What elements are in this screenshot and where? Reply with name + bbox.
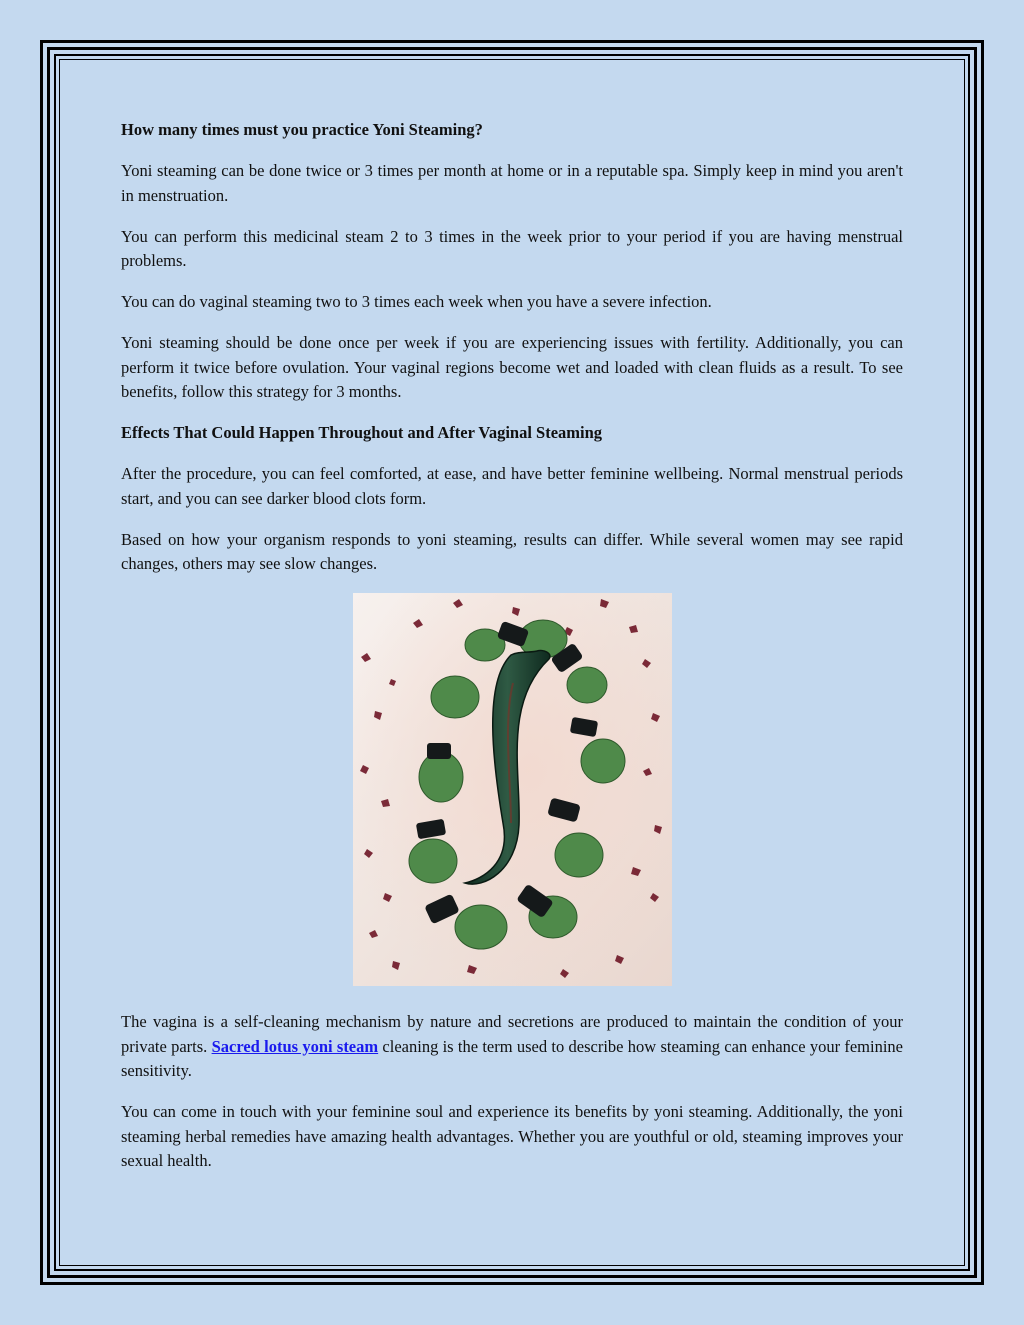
article-body [121, 118, 903, 1190]
paragraph-frequency-monthly: Yoni steaming can be done twice or 3 times per month at home or in a reputable spa. Simply keep in mind you aren't in menstruation. [121, 161, 903, 205]
paragraph-after-procedure: After the procedure, you can feel comforted, at ease, and have better feminine wellbeing. Normal menstrual periods start, and you can see darker blood clots form. [121, 464, 903, 508]
paragraph-fertility: Yoni steaming should be done once per week if you are experiencing issues with fertility. Additionally, you can perform it twice before ovulation. Your vaginal regions become wet and loaded with clean fluids as a result. To see benefits, follow this strategy for 3 months. [121, 333, 903, 401]
paragraph-feminine-soul: You can come in touch with your feminine soul and experience its benefits by yoni steaming. Additionally, the yoni steaming herbal remedies have amazing health advantages. Whether you are youthful or old, steaming improves your sexual health. [121, 1102, 903, 1170]
paragraph-self-cleaning-text-start: The vagina is a self-cleaning mechanism by nature and secretions are produced to maintain the condition of your private parts. [121, 1012, 903, 1056]
section-heading-effects: Effects That Could Happen Throughout and After Vaginal Steaming [121, 423, 603, 442]
paragraph-menstrual-problems: You can perform this medicinal steam 2 to 3 times in the week prior to your period if you are having menstrual problems. [121, 226, 903, 270]
paragraph-infection: You can do vaginal steaming two to 3 times each week when you have a severe infection. [121, 292, 712, 311]
yoni-wand-photo [353, 593, 672, 986]
sacred-lotus-yoni-steam-link[interactable]: Sacred lotus yoni steam [211, 1036, 379, 1056]
paragraph-self-cleaning-text-end: cleaning is the term used to describe how steaming can enhance your feminine sensitivity. [121, 1036, 903, 1080]
paragraph-results-differ: Based on how your organism responds to yoni steaming, results can differ. While several women may see rapid changes, others may see slow changes. [121, 529, 903, 573]
section-heading-frequency: How many times must you practice Yoni Steaming? [121, 120, 483, 139]
paragraph-self-cleaning [121, 1010, 903, 1084]
